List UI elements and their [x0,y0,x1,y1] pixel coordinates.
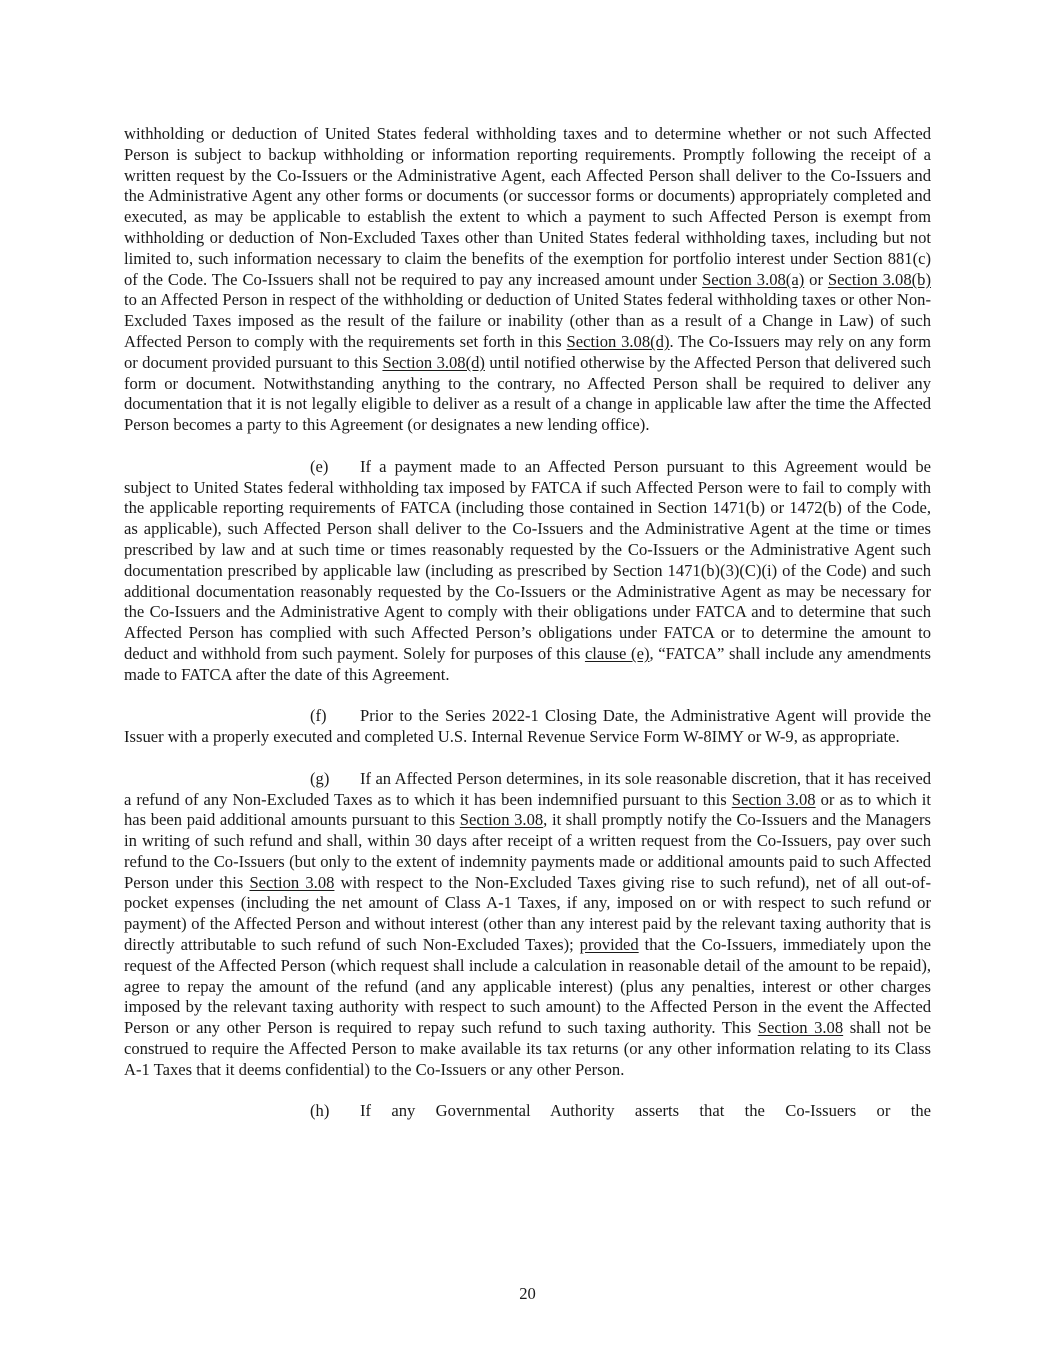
cross-reference: Section 3.08(d) [566,331,670,351]
clause-label: (g) [310,768,330,788]
cross-reference: Section 3.08 [757,1018,844,1038]
defined-term: provided [579,935,639,955]
document-page [124,124,931,1122]
cross-reference: Section 3.08 [459,810,544,830]
clause-label: (e) [310,456,329,476]
clause-label: (f) [310,706,327,726]
cross-reference: Section 3.08 [249,872,335,892]
page-number: 20 [519,1284,536,1303]
cross-reference: clause (e) [584,643,650,663]
paragraph-d-continued: withholding or deduction of United States federal withholding taxes and to determine whether or not such Affected Person is subject to backup withholding or information reporting requirements. Promptly following the receipt of a written request by the Co-Issuers or the Administrative Agent, each Affected Person shall deliver to the Co-Issuers and the Administrative Agent any other forms or documents (or successor forms or documents) appropriately completed and executed, as may be applicable to establish the extent to which a payment to such Affected Person is exempt from withholding or deduction of Non-Excluded Taxes other than United States federal withholding taxes, including but not limited to, such information necessary to claim the benefits of the exemption for portfolio interest under Section 881(c) of the Code. The Co-Issuers shall not be required to pay any increased amount under Section 3.08(a) or Section 3.08(b) to an Affected Person in respect of the withholding or deduction of United States federal withholding taxes or other Non-Excluded Taxes imposed as the result of the failure or inability (other than as a result of a Change in Law) of such Affected Person to comply with the requirements set forth in this Section 3.08(d). The Co-Issuers may rely on any form or document provided pursuant to this Section 3.08(d) until notified otherwise by the Affected Person that delivered such form or document. Notwithstanding anything to the contrary, no Affected Person shall be required to deliver any documentation that it is not legally eligible to deliver as a result of a change in applicable law after the time the Affected Person becomes a party to this Agreement (or designates a new lending office). [124,124,931,435]
paragraph-g: (g) If an Affected Person determines, in its sole reasonable discretion, that it has received a refund of any Non-Excluded Taxes as to which it has been indemnified pursuant to this Section 3.08 or as to which it has been paid additional amounts pursuant to this Section 3.08, it shall promptly notify the Co-Issuers and the Managers in writing of such refund and shall, within 30 days after receipt of a written request from the Co-Issuers, pay over such refund to the Co-Issuers (but only to the extent of indemnity payments made or additional amounts paid to such Affected Person under this Section 3.08 with respect to the Non-Excluded Taxes giving rise to such refund), net of all out-of-pocket expenses (including the net amount of Class A-1 Taxes, if any, imposed on or with respect to such refund or payment) of the Affected Person and without interest (other than any interest paid by the relevant taxing authority that is directly attributable to such refund of such Non-Excluded Taxes); provided that the Co-Issuers, immediately upon the request of the Affected Person (which request shall include a calculation in reasonable detail of the amount to be repaid), agree to repay the amount of the refund (and any applicable interest) (plus any penalties, interest or other charges imposed by the relevant taxing authority with respect to such amount) to the Affected Person in the event the Affected Person or any other Person is required to repay such refund to such taxing authority. This Section 3.08 shall not be construed to require the Affected Person to make available its tax returns (or any other information relating to its Class A-1 Taxes that it deems confidential) to the Co-Issuers or any other Person. [124,768,932,1079]
cross-reference: Section 3.08(a) [702,269,805,289]
paragraph-h: (h) If any Governmental Authority asserts that the Co-Issuers or the [310,1101,931,1121]
cross-reference: Section 3.08(d) [382,352,485,372]
cross-reference: Section 3.08(b) [827,269,931,289]
paragraph-e: (e) If a payment made to an Affected Person pursuant to this Agreement would be subject to United States federal withholding tax imposed by FATCA if such Affected Person were to fail to comply with the applicable reporting requirements of FATCA (including those contained in Section 1471(b) or 1472(b) of the Code, as applicable), such Affected Person shall deliver to the Co-Issuers and the Administrative Agent at the time or times prescribed by law and at such time or times reasonably requested by the Co-Issuers or the Administrative Agent such documentation prescribed by applicable law (including as prescribed by Section 1471(b)(3)(C)(i) of the Code) and such additional documentation reasonably requested by the Co-Issuers or the Administrative Agent as may be necessary for the Co-Issuers and the Administrative Agent to comply with their obligations under FATCA and to determine that such Affected Person has complied with such Affected Person’s obligations under FATCA or to determine the amount to deduct and withhold from such payment. Solely for purposes of this clause (e), “FATCA” shall include any amendments made to FATCA after the date of this Agreement. [124,456,931,684]
clause-label: (h) [310,1101,330,1121]
paragraph-f: (f) Prior to the Series 2022-1 Closing Date, the Administrative Agent will provide the Issuer with a properly executed and completed U.S. Internal Revenue Service Form W-8IMY or W-9, as appropriate. [124,706,931,747]
cross-reference: Section 3.08 [731,789,816,809]
